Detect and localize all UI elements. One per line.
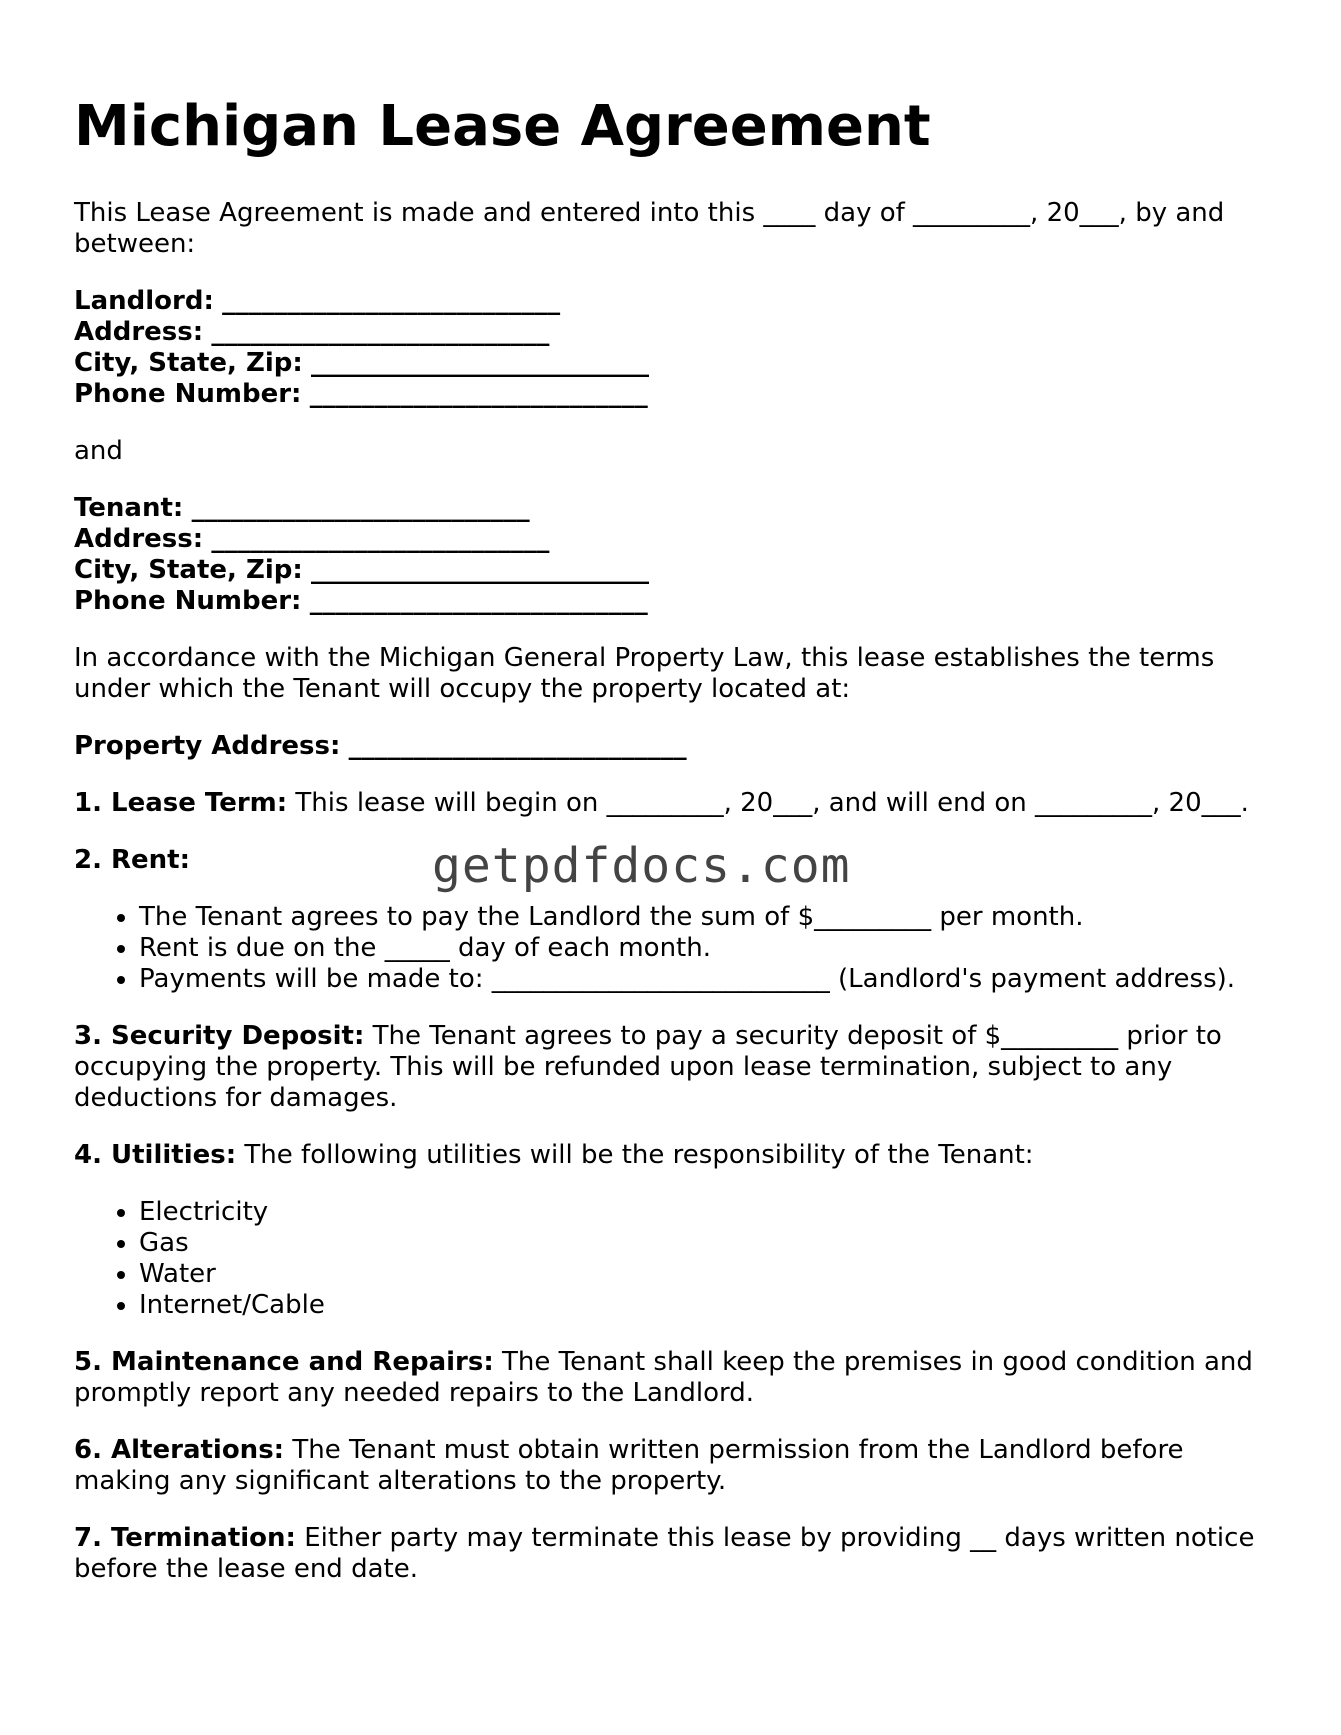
tenant-block [74,493,1274,617]
utilities-section [74,1140,1274,1171]
list-item: • Electricity [139,1197,1274,1228]
utilities-heading: 4. Utilities: [74,1140,237,1170]
landlord-name-line [74,286,1274,317]
alterations-section [74,1435,1274,1497]
rent-heading: 2. Rent: [74,845,191,875]
landlord-city-blank: __________________________ [311,348,650,378]
and-text: and [74,436,123,466]
maintenance-text: The Tenant shall keep the premises in good condition and promptly report any needed repairs to the Landlord. [74,1347,1253,1408]
utilities-list [74,1197,1274,1321]
watermark: getpdfdocs.com [432,838,851,894]
intro-paragraph: This Lease Agreement is made and entered into this ____ day of _________, 20___, by and between: [74,198,1225,259]
utilities-text: The following utilities will be the responsibility of the Tenant: [244,1140,1034,1170]
security-deposit-section [74,1021,1274,1114]
tenant-address-blank: __________________________ [211,524,550,554]
list-item: • Payments will be made to: __________________________ (Landlord's payment address). [139,964,1274,995]
termination-section [74,1523,1274,1585]
landlord-phone-label: Phone Number: [74,379,302,409]
landlord-name-label: Landlord: [74,286,214,316]
tenant-phone-label: Phone Number: [74,586,302,616]
tenant-city-line [74,555,1274,586]
property-address-line [74,731,1274,762]
landlord-city-label: City, State, Zip: [74,348,303,378]
accordance-paragraph: In accordance with the Michigan General Property Law, this lease establishes the terms under which the Tenant will occupy the property located at: [74,643,1215,704]
list-item: • Water [139,1259,1274,1290]
tenant-name-line [74,493,1274,524]
alterations-text: The Tenant must obtain written permission from the Landlord before making any significant alterations to the property. [74,1435,1184,1496]
rent-list [74,902,1274,995]
termination-text: Either party may terminate this lease by providing __ days written notice before the lease end date. [74,1523,1255,1584]
security-deposit-text: The Tenant agrees to pay a security deposit of $_________ prior to occupying the property. This will be refunded upon lease termination, subject to any deductions for damages. [74,1021,1222,1113]
property-address-blank: __________________________ [348,731,687,761]
tenant-city-label: City, State, Zip: [74,555,303,585]
landlord-name-blank: __________________________ [222,286,561,316]
property-address-label: Property Address: [74,731,341,761]
document-title: Michigan Lease Agreement [74,94,931,159]
lease-term-text: This lease will begin on _________, 20___, and will end on _________, 20___. [295,788,1249,818]
list-item: • The Tenant agrees to pay the Landlord the sum of $_________ per month. [139,902,1274,933]
list-item: • Gas [139,1228,1274,1259]
lease-term-heading: 1. Lease Term: [74,788,288,818]
lease-term-section [74,788,1274,819]
list-item: • Internet/Cable [139,1290,1274,1321]
tenant-name-label: Tenant: [74,493,184,523]
tenant-name-blank: __________________________ [191,493,530,523]
landlord-city-line [74,348,1274,379]
alterations-heading: 6. Alterations: [74,1435,285,1465]
landlord-block [74,286,1274,410]
tenant-address-line [74,524,1274,555]
landlord-phone-line [74,379,1274,410]
landlord-address-label: Address: [74,317,204,347]
termination-heading: 7. Termination: [74,1523,296,1553]
list-item: • Rent is due on the _____ day of each month. [139,933,1274,964]
landlord-address-line [74,317,1274,348]
landlord-address-blank: __________________________ [211,317,550,347]
tenant-city-blank: __________________________ [311,555,650,585]
tenant-phone-blank: __________________________ [309,586,648,616]
tenant-phone-line [74,586,1274,617]
maintenance-heading: 5. Maintenance and Repairs: [74,1347,494,1377]
security-deposit-heading: 3. Security Deposit: [74,1021,365,1051]
landlord-phone-blank: __________________________ [309,379,648,409]
maintenance-section [74,1347,1274,1409]
tenant-address-label: Address: [74,524,204,554]
